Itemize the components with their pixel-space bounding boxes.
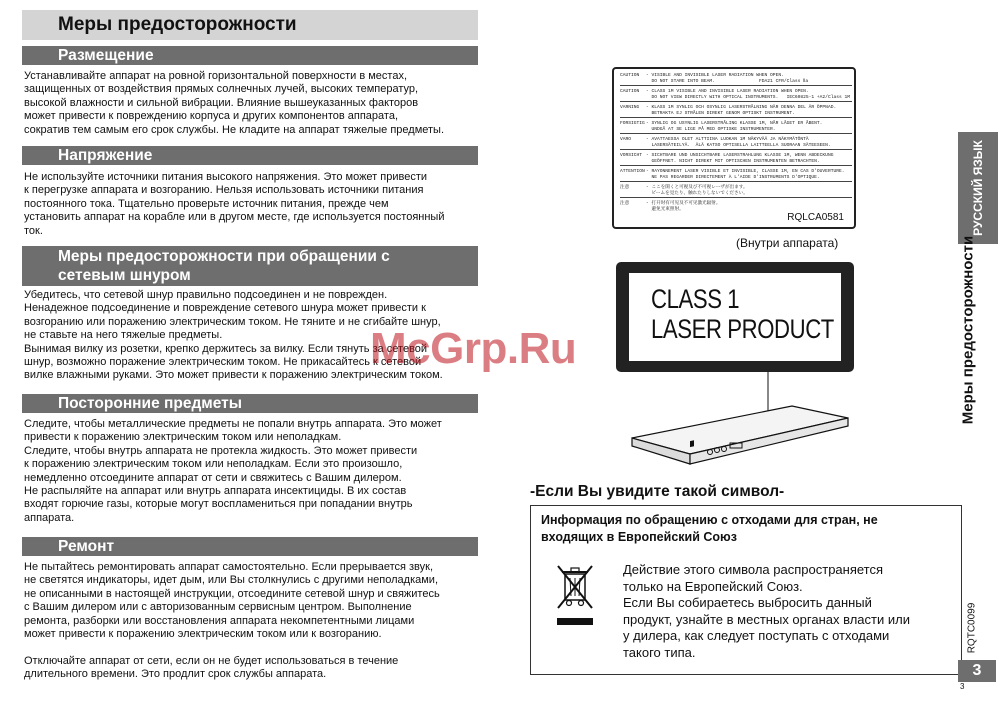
class1-laser-label [616,262,854,372]
warning-row: 注意 - 打开时有可见及不可见激光辐射。 避免光束照射。 [620,201,721,212]
crossed-bin-icon [553,562,597,634]
section-heading-foreign-objects: Посторонние предметы [22,394,478,413]
section-text-power-cord: Убедитесь, что сетевой шнур правильно подсоединен и не поврежден. Ненадежное подсоединение и повреждение сетевого шнура может привести к возгоранию или поражению электрическим током. Не тяните и не сгибайте шнур, не ставьте на него тяжелые предметы. Вынимая вилку из розетки, крепко держитесь за вилку. Если тянуть за сетевой шнур, возможно поражение электрическим током. Не прикасайтесь к сетевой вилке влажными руками. Это может привести к поражению электрическим током. [24,289,443,382]
section-text-voltage: Не используйте источники питания высокого напряжения. Это может привести к перегрузке аппарата и возгоранию. Нельзя использовать источники питания постоянного тока. Тщательно проверьте источник питания, прежде чем установить аппарат на корабле или в другом месте, где используется постоянный ток. [24,171,445,237]
laser-product-line: LASER PRODUCT [651,314,834,344]
section-heading-voltage: Напряжение [22,146,478,165]
label-code: RQLCA0581 [787,212,844,223]
language-tab-label: РУССКИЙ ЯЗЫК [971,140,985,236]
section-text-foreign-objects: Следите, чтобы металлические предметы не попали внутрь аппарата. Это может привести к поражению электрическим током или неполадкам. Следите, чтобы внутрь аппарата не протекла жидкость. Это может привести к поражению электрическим током или неполадкам. Если это произошло, немедленно отсоедините аппарат от сети и свяжитесь с Вашим дилером. Не распыляйте на аппарат или внутрь аппарата инсектициды. В их состав входят горючие газы, которые могут воспламениться при попадании внутрь аппарата. [24,418,442,524]
eu-disposal-box [530,505,962,675]
section-text-repair-2: Отключайте аппарат от сети, если он не будет использоваться в течение длительного времени. Это продлит срок службы аппарата. [24,655,399,681]
warning-row: VARO - AVATTAESSA OLET ALTTIINA LUOKAN 1M NÄKYVÄÄ JA NÄKYMÄTÖNTÄ LASERSÄTEILYÄ. ÄLÄ KATSO OPTISELLA LAITTEELLA SUORAAN SÄTEESEEN. [620,137,852,150]
warning-row: CAUTION - CLASS 1M VISIBLE AND INVISIBLE LASER RADIATION WHEN OPEN. DO NOT VIEW DIRECTLY WITH OPTICAL INSTRUMENTS. IEC60825-1 +A2/Class 1M [620,89,852,102]
side-section-title: Меры предосторожности [959,235,977,425]
device-port [690,440,694,447]
eu-disposal-text: Действие этого символа распространяется только на Европейский Союз. Если Вы собираетесь выбросить данный продукт, узнайте в местных органах власти или у дилера, как следует поступать с отходами такого типа. [623,562,910,660]
page-number: 3 [958,660,996,682]
section-heading-power-cord: Меры предосторожности при обращении с сетевым шнуром [22,246,478,286]
class1-label-inner [629,273,841,361]
warning-row: VORSICHT - SICHTBARE UND UNSICHTBARE LASERSTRAHLUNG KLASSE 1M, WENN ABDECKUNG GEÖFFNET. NICHT DIREKT MIT OPTISCHEN INSTRUMENTEN BETRACHTEN. [620,153,852,166]
page-number-small: 3 [960,682,965,691]
player-device-illustration [620,360,860,480]
section-text-placement: Устанавливайте аппарат на ровной горизонтальной поверхности в местах, защищенных от воздействия прямых солнечных лучей, высоких температур, высокой влажности и сильной вибрации. Влияние вышеуказанных факторов может привести к повреждению корпуса и других компонентов аппарата, сократив тем самым его срок службы. Не кладите на аппарат тяжелые предметы. [24,70,445,136]
warning-row: 注意 - ここを開くと可視及び不可視レーザが出ます。 ビームを見たり、触れたりしないでください。 [620,185,852,198]
watermark: McGrp.Ru [370,324,577,373]
warning-row: CAUTION - VISIBLE AND INVISIBLE LASER RADIATION WHEN OPEN. DO NOT STARE INTO BEAM. FDA21 CFR/Class Ⅱa [620,73,852,86]
inside-caption: (Внутри аппарата) [736,236,839,250]
page-title: Меры предосторожности [58,14,297,35]
laser-warning-label [612,67,856,229]
document-code: RQTC0099 [966,602,978,654]
warning-row: FORSIGTIG- SYNLIG OG USYNLIG LASERSTRÅLING KLASSE 1M, NÅR LÅGET ER ÅBENT. UNDGÅ AT SE LIGE PÅ MED OPTISKE INSTRUMENTER. [620,121,852,134]
section-text-repair: Не пытайтесь ремонтировать аппарат самостоятельно. Если прерывается звук, не светятся индикаторы, идет дым, или Вы столкнулись с другими неполадками, не описанными в настоящей инструкции, отсоедините сетевой шнур и свяжитесь с Вашим дилером или с авторизованным сервисным центром. Выполнение ремонта, разборки или восстановления аппарата некомпетентными лицами может привести к поражению электрическим током или к возгоранию. [24,561,440,641]
symbol-title: -Если Вы увидите такой символ- [530,483,785,500]
class1-line: CLASS 1 [651,284,740,314]
warning-row: VARNING - KLASS 1M SYNLIG OCH OSYNLIG LASERSTRÅLNING NÄR DENNA DEL ÄR ÖPPNAD. BETRAKTA EJ STRÅLEN DIREKT GENOM OPTISKT INSTRUMENT. [620,105,852,118]
section-heading-placement: Размещение [22,46,478,65]
warning-row: ATTENTION- RAYONNEMENT LASER VISIBLE ET INVISIBLE, CLASSE 1M, EN CAS D'OUVERTURE. NE PAS REGARDER DIRECTEMENT À L'AIDE D'INSTRUMENTS D'OPTIQUE. [620,169,852,182]
section-heading-repair: Ремонт [22,537,478,556]
eu-box-title: Информация по обращению с отходами для стран, не входящих в Европейский Союз [541,513,878,544]
